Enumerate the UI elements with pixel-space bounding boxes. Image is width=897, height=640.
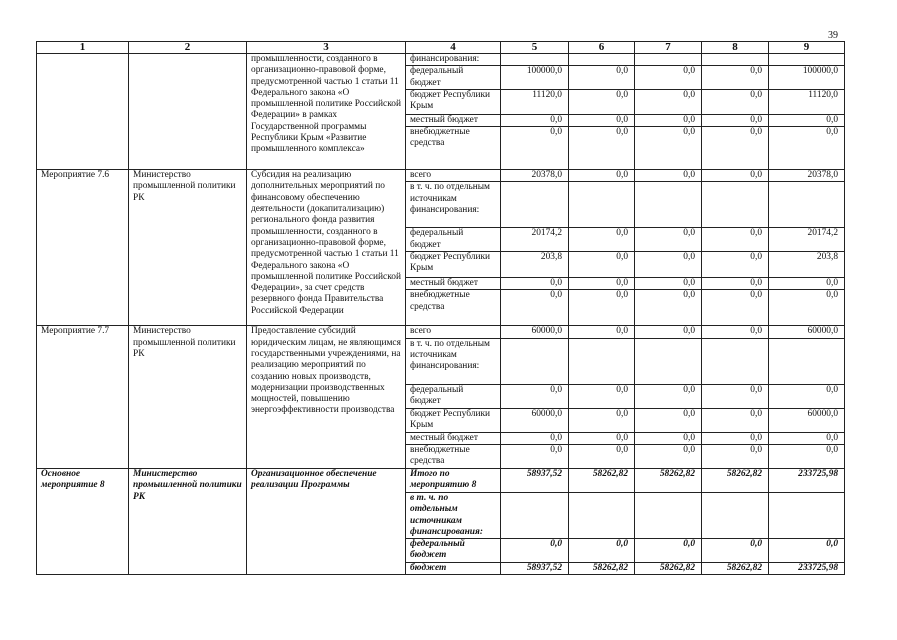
funding-source-cell: федеральный бюджет: [406, 66, 501, 90]
amount-cell: [569, 492, 635, 538]
amount-cell: [569, 338, 635, 384]
amount-cell: 0,0: [702, 228, 769, 252]
amount-cell: 0,0: [501, 114, 569, 126]
header-cell: 9: [769, 42, 845, 54]
amount-cell: 0,0: [702, 114, 769, 126]
funding-source-cell: внебюджетные средства: [406, 444, 501, 468]
amount-cell: 0,0: [501, 444, 569, 468]
funding-source-cell: местный бюджет: [406, 432, 501, 444]
responsible-cell: Министерство промышленной политики РК: [129, 468, 247, 574]
header-cell: 8: [702, 42, 769, 54]
amount-cell: 20174,2: [501, 228, 569, 252]
amount-cell: 58937,52: [501, 562, 569, 574]
amount-cell: 0,0: [569, 170, 635, 182]
amount-cell: 60000,0: [769, 326, 845, 338]
amount-cell: 58262,82: [569, 468, 635, 492]
amount-cell: 0,0: [702, 89, 769, 114]
amount-cell: 60000,0: [501, 326, 569, 338]
amount-cell: 0,0: [635, 66, 702, 90]
amount-cell: 0,0: [501, 127, 569, 170]
amount-cell: 0,0: [702, 384, 769, 408]
funding-source-cell: в т. ч. по отдельным источникам финансирования:: [406, 492, 501, 538]
funding-source-cell: в т. ч. по отдельным источникам финансирования:: [406, 182, 501, 228]
amount-cell: 0,0: [569, 278, 635, 290]
amount-cell: 0,0: [569, 539, 635, 563]
budget-table: [36, 41, 845, 575]
header-cell: 6: [569, 42, 635, 54]
amount-cell: 0,0: [501, 539, 569, 563]
amount-cell: 100000,0: [769, 66, 845, 90]
amount-cell: 0,0: [569, 252, 635, 278]
amount-cell: [702, 492, 769, 538]
amount-cell: 0,0: [769, 384, 845, 408]
amount-cell: 58937,52: [501, 468, 569, 492]
amount-cell: 0,0: [569, 89, 635, 114]
amount-cell: 0,0: [569, 114, 635, 126]
funding-source-cell: в т. ч. по отдельным источникам финансирования:: [406, 338, 501, 384]
amount-cell: 58262,82: [702, 468, 769, 492]
amount-cell: 233725,98: [769, 468, 845, 492]
measure-code-cell: Мероприятие 7.7: [37, 326, 129, 469]
header-cell: 1: [37, 42, 129, 54]
amount-cell: 58262,82: [635, 468, 702, 492]
amount-cell: [635, 338, 702, 384]
amount-cell: 0,0: [635, 408, 702, 432]
amount-cell: 0,0: [569, 228, 635, 252]
description-cell: промышленности, созданного в организационно-правовой форме, предусмотренной частью 1 статьи 11 Федерального закона «О промышленной политике Российской Федерации» в рамках Государственной программы Республики Крым «Развитие промышленного комплекса»: [247, 54, 406, 170]
amount-cell: 0,0: [635, 444, 702, 468]
responsible-cell: [129, 54, 247, 170]
funding-source-cell: бюджет Республики Крым: [406, 408, 501, 432]
amount-cell: 0,0: [635, 326, 702, 338]
amount-cell: 0,0: [702, 444, 769, 468]
amount-cell: [769, 54, 845, 66]
amount-cell: 0,0: [501, 384, 569, 408]
amount-cell: 0,0: [635, 228, 702, 252]
amount-cell: 0,0: [635, 252, 702, 278]
amount-cell: 0,0: [769, 432, 845, 444]
amount-cell: 0,0: [635, 432, 702, 444]
amount-cell: 58262,82: [635, 562, 702, 574]
measure-code-cell: Основное мероприятие 8: [37, 468, 129, 574]
funding-source-cell: местный бюджет: [406, 114, 501, 126]
amount-cell: 0,0: [501, 278, 569, 290]
table-row: [37, 54, 845, 66]
funding-source-cell: федеральный бюджет: [406, 384, 501, 408]
description-cell: Организационное обеспечение реализации Программы: [247, 468, 406, 574]
amount-cell: 100000,0: [501, 66, 569, 90]
header-cell: 4: [406, 42, 501, 54]
amount-cell: 60000,0: [769, 408, 845, 432]
amount-cell: 0,0: [635, 89, 702, 114]
amount-cell: 0,0: [702, 290, 769, 326]
funding-source-cell: финансирования:: [406, 54, 501, 66]
funding-source-cell: бюджет: [406, 562, 501, 574]
amount-cell: 60000,0: [501, 408, 569, 432]
amount-cell: 0,0: [702, 66, 769, 90]
amount-cell: 0,0: [769, 278, 845, 290]
description-cell: Предоставление субсидий юридическим лицам, не являющимся государственными учреждениями, на реализацию мероприятий по созданию новых производств, модернизации производственных мощностей, повышению энергоэффективности производства: [247, 326, 406, 469]
header-cell: 3: [247, 42, 406, 54]
amount-cell: 0,0: [635, 384, 702, 408]
header-cell: 7: [635, 42, 702, 54]
amount-cell: 0,0: [635, 539, 702, 563]
amount-cell: 0,0: [769, 444, 845, 468]
amount-cell: 58262,82: [569, 562, 635, 574]
amount-cell: [501, 182, 569, 228]
table-row: [37, 468, 845, 492]
funding-source-cell: внебюджетные средства: [406, 127, 501, 170]
amount-cell: 0,0: [702, 408, 769, 432]
amount-cell: 0,0: [569, 408, 635, 432]
responsible-cell: Министерство промышленной политики РК: [129, 326, 247, 469]
measure-code-cell: [37, 54, 129, 170]
amount-cell: [501, 338, 569, 384]
funding-source-cell: бюджет Республики Крым: [406, 252, 501, 278]
amount-cell: 0,0: [635, 127, 702, 170]
amount-cell: [702, 54, 769, 66]
amount-cell: [501, 492, 569, 538]
amount-cell: 0,0: [569, 432, 635, 444]
amount-cell: 20174,2: [769, 228, 845, 252]
amount-cell: [635, 492, 702, 538]
funding-source-cell: федеральный бюджет: [406, 228, 501, 252]
amount-cell: 0,0: [769, 114, 845, 126]
amount-cell: 20378,0: [501, 170, 569, 182]
amount-cell: 0,0: [635, 290, 702, 326]
header-row: [37, 42, 845, 54]
page-number: 39: [828, 30, 838, 41]
amount-cell: 0,0: [702, 278, 769, 290]
amount-cell: [769, 492, 845, 538]
amount-cell: 11120,0: [769, 89, 845, 114]
amount-cell: 0,0: [702, 326, 769, 338]
amount-cell: 0,0: [501, 432, 569, 444]
amount-cell: [635, 54, 702, 66]
amount-cell: [501, 54, 569, 66]
amount-cell: 0,0: [702, 539, 769, 563]
amount-cell: 0,0: [569, 127, 635, 170]
amount-cell: 11120,0: [501, 89, 569, 114]
amount-cell: 0,0: [569, 66, 635, 90]
amount-cell: 0,0: [635, 278, 702, 290]
amount-cell: 0,0: [769, 290, 845, 326]
amount-cell: 0,0: [635, 170, 702, 182]
funding-source-cell: местный бюджет: [406, 278, 501, 290]
amount-cell: 0,0: [769, 127, 845, 170]
table-row: [37, 326, 845, 338]
funding-source-cell: внебюджетные средства: [406, 290, 501, 326]
amount-cell: 203,8: [769, 252, 845, 278]
amount-cell: 203,8: [501, 252, 569, 278]
amount-cell: [569, 182, 635, 228]
funding-source-cell: всего: [406, 170, 501, 182]
amount-cell: 0,0: [702, 170, 769, 182]
amount-cell: 0,0: [702, 252, 769, 278]
responsible-cell: Министерство промышленной политики РК: [129, 170, 247, 326]
amount-cell: 0,0: [702, 432, 769, 444]
amount-cell: 0,0: [569, 444, 635, 468]
amount-cell: 0,0: [569, 384, 635, 408]
amount-cell: 233725,98: [769, 562, 845, 574]
funding-source-cell: Итого по мероприятию 8: [406, 468, 501, 492]
measure-code-cell: Мероприятие 7.6: [37, 170, 129, 326]
amount-cell: [769, 182, 845, 228]
amount-cell: 58262,82: [702, 562, 769, 574]
amount-cell: [569, 54, 635, 66]
amount-cell: 0,0: [569, 326, 635, 338]
amount-cell: 0,0: [569, 290, 635, 326]
description-cell: Субсидия на реализацию дополнительных мероприятий по финансовому обеспечению деятельности (докапитализацию) регионального фонда развития промышленности, созданного в организационно-правовой форме, предусмотренной частью 1 статьи 11 Федерального закона «О промышленной политике Российской Федерации», за счет средств резервного фонда Правительства Российской Федерации: [247, 170, 406, 326]
header-cell: 5: [501, 42, 569, 54]
amount-cell: [702, 182, 769, 228]
funding-source-cell: федеральный бюджет: [406, 539, 501, 563]
amount-cell: 0,0: [501, 290, 569, 326]
table-body: [37, 54, 845, 575]
amount-cell: 0,0: [635, 114, 702, 126]
funding-source-cell: бюджет Республики Крым: [406, 89, 501, 114]
amount-cell: 0,0: [769, 539, 845, 563]
funding-source-cell: всего: [406, 326, 501, 338]
amount-cell: 20378,0: [769, 170, 845, 182]
table-row: [37, 170, 845, 182]
amount-cell: [769, 338, 845, 384]
header-cell: 2: [129, 42, 247, 54]
amount-cell: 0,0: [702, 127, 769, 170]
amount-cell: [635, 182, 702, 228]
amount-cell: [702, 338, 769, 384]
